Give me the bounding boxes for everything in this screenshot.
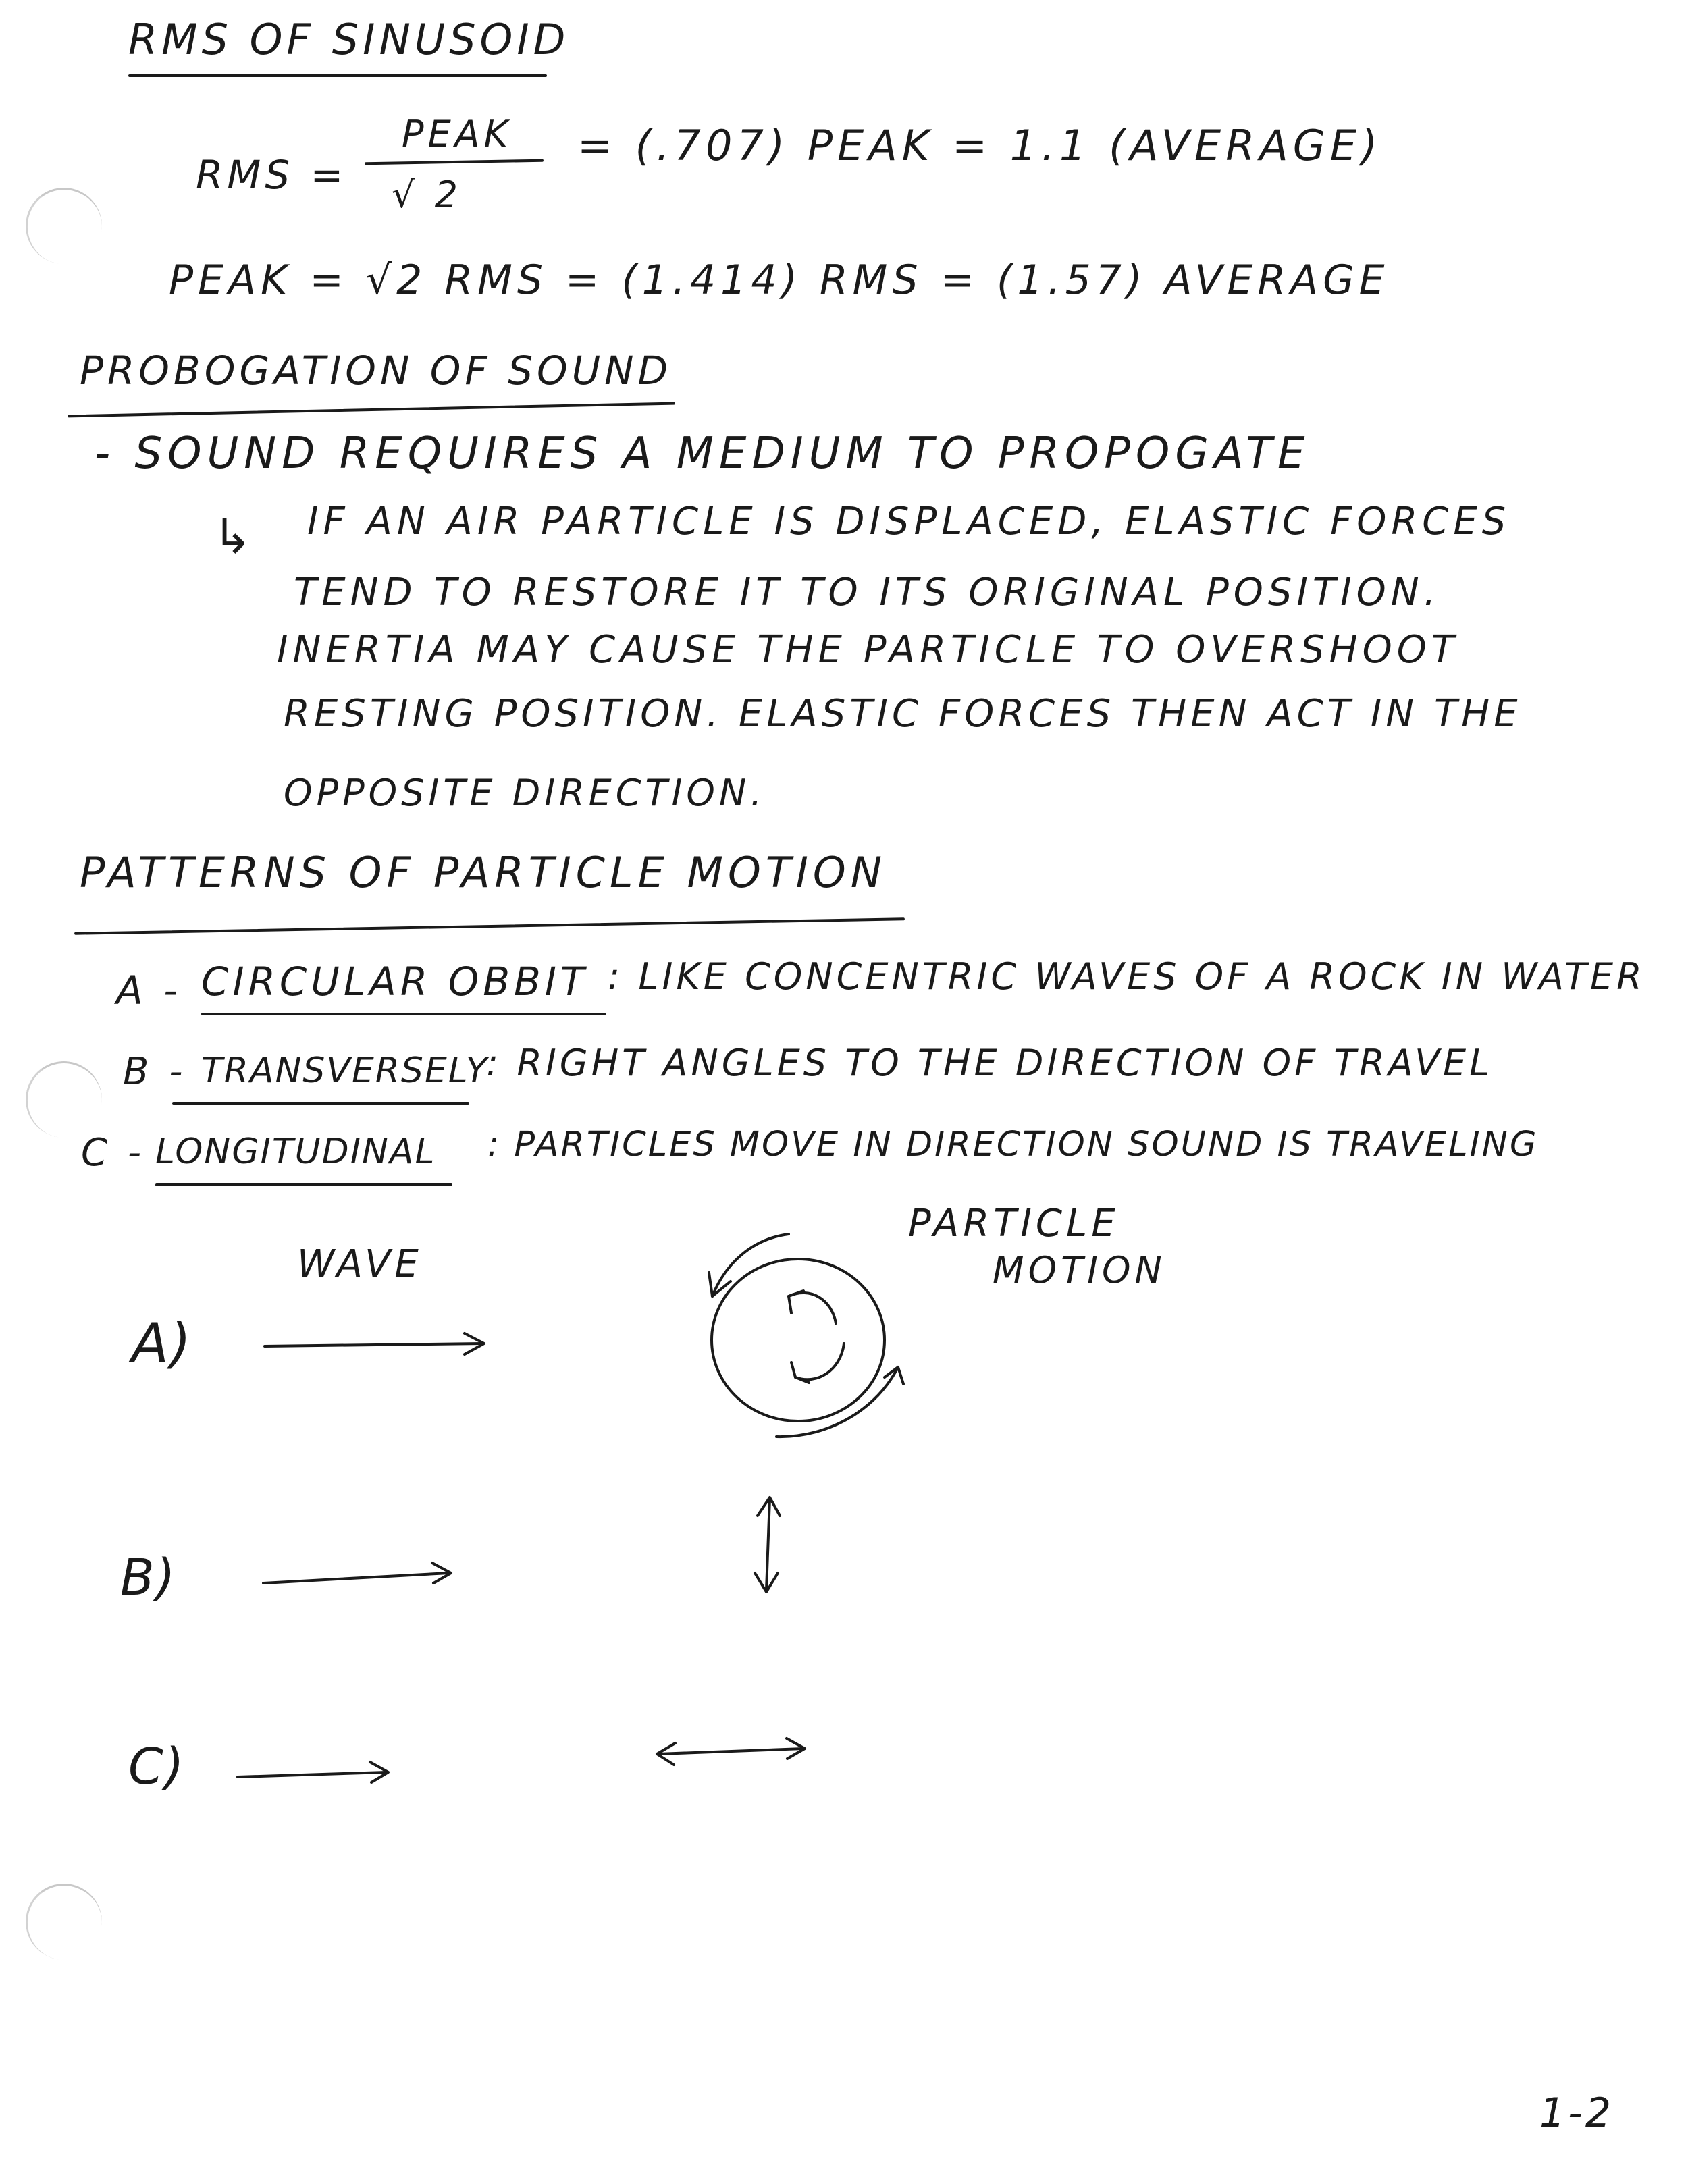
rms-equation-lhs: RMS = bbox=[196, 152, 348, 198]
propagation-section-title: PROBOGATION OF SOUND bbox=[80, 348, 672, 394]
circular-motion-icon bbox=[709, 1234, 903, 1437]
row-b-label: B) bbox=[120, 1549, 177, 1607]
vertical-double-arrow-icon bbox=[755, 1497, 780, 1592]
propagation-line-5: OPPOSITE DIRECTION. bbox=[284, 772, 766, 814]
horizontal-double-arrow-icon bbox=[657, 1738, 805, 1765]
propagation-line-1: IF AN AIR PARTICLE IS DISPLACED, ELASTIC FORCES bbox=[307, 500, 1511, 543]
pattern-c-prefix: C - bbox=[81, 1131, 146, 1175]
rms-section-title: RMS OF SINUSOID bbox=[128, 15, 570, 64]
wave-arrow-c bbox=[238, 1762, 388, 1782]
page-number: 1-2 bbox=[1539, 2089, 1614, 2137]
wave-column-header: WAVE bbox=[297, 1242, 423, 1286]
pattern-c-term: LONGITUDINAL bbox=[155, 1131, 436, 1172]
motion-column-header: MOTION bbox=[993, 1249, 1166, 1291]
wave-arrow-a bbox=[265, 1333, 484, 1354]
arrow-icon: ↳ bbox=[213, 509, 257, 564]
pattern-a-prefix: A - bbox=[116, 967, 182, 1013]
row-c-label: C) bbox=[128, 1738, 186, 1796]
pattern-b-desc: : RIGHT ANGLES TO THE DIRECTION OF TRAVEL bbox=[486, 1042, 1494, 1084]
pattern-b-term: TRANSVERSELY bbox=[201, 1050, 489, 1091]
propagation-line-4: RESTING POSITION. ELASTIC FORCES THEN ACT IN THE bbox=[284, 692, 1522, 736]
wave-arrow-b bbox=[263, 1563, 451, 1583]
peak-equation: PEAK = √2 RMS = (1.414) RMS = (1.57) AVERAGE bbox=[169, 257, 1390, 304]
rms-fraction-numerator: PEAK bbox=[402, 113, 512, 155]
patterns-section-title: PATTERNS OF PARTICLE MOTION bbox=[80, 848, 887, 897]
rms-equation-rhs: = (.707) PEAK = 1.1 (AVERAGE) bbox=[577, 121, 1383, 170]
pattern-b-prefix: B - bbox=[123, 1050, 187, 1094]
propagation-line-3: INERTIA MAY CAUSE THE PARTICLE TO OVERSHOOT bbox=[277, 628, 1459, 672]
pattern-c-desc: : PARTICLES MOVE IN DIRECTION SOUND IS TRAVELING bbox=[487, 1125, 1539, 1165]
pattern-a-term: CIRCULAR OBBIT bbox=[201, 959, 589, 1005]
propagation-bullet: - SOUND REQUIRES A MEDIUM TO PROPOGATE bbox=[95, 429, 1311, 479]
particle-column-header: PARTICLE bbox=[908, 1202, 1119, 1246]
pattern-a-desc: : LIKE CONCENTRIC WAVES OF A ROCK IN WATER bbox=[608, 955, 1645, 998]
propagation-line-2: TEND TO RESTORE IT TO ITS ORIGINAL POSITION. bbox=[294, 570, 1441, 614]
rms-fraction-denominator: √ 2 bbox=[392, 174, 462, 216]
row-a-label: A) bbox=[132, 1312, 192, 1375]
